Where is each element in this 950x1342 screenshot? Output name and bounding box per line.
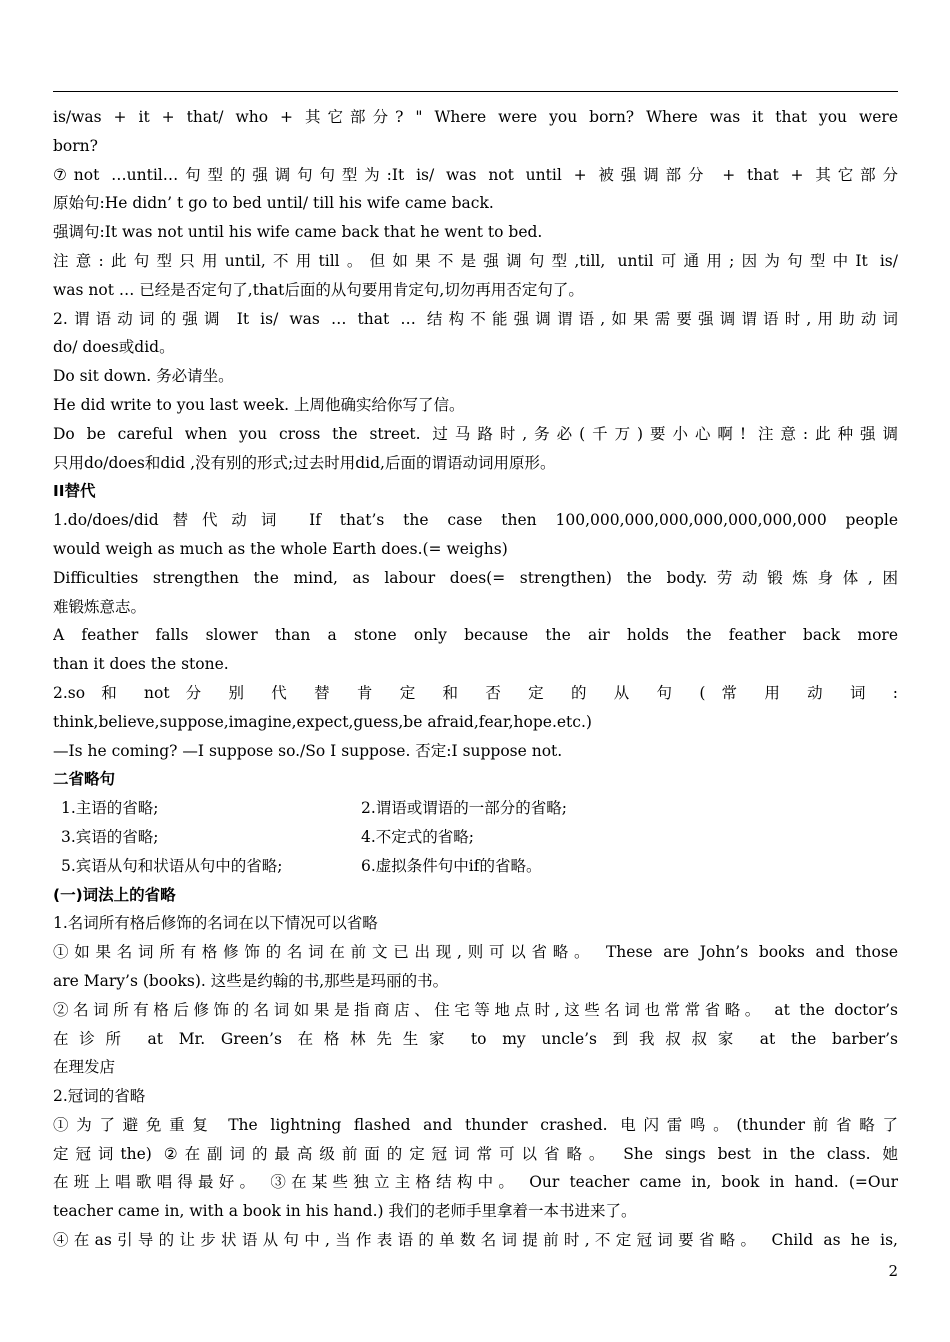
list-row (53, 823, 898, 852)
text-line: 在班上唱歌唱得最好。 ③在某些独立主格结构中。 Our teacher came in, book in hand. (=Our (53, 1173, 898, 1192)
text-line: 1.名词所有格后修饰的名词在以下情况可以省略 (53, 914, 378, 933)
text-line: ⑦not …until…句型的强调句句型为:It is/ was not until + 被强调部分 + that + 其它部分 (53, 165, 898, 184)
text-line: teacher came in, with a book in his hand.) 我们的老师手里拿着一本书进来了。 (53, 1202, 637, 1221)
text-line: Do be careful when you cross the street. 过马路时,务必(千万)要小心啊! 注意:此种强调 (53, 424, 898, 443)
text-line: 强调句:It was not until his wife came back that he went to bed. (53, 223, 543, 242)
text-line: ②名词所有格后修饰的名词如果是指商店、住宅等地点时,这些名词也常常省略。 at the doctor’s (53, 1000, 898, 1019)
text-line: do/ does或did。 (53, 338, 175, 357)
text-line: ①为了避免重复 The lightning flashed and thunder crashed. 电闪雷鸣。(thunder前省略了 (53, 1115, 898, 1134)
text-line: Do sit down. 务必请坐。 (53, 367, 234, 386)
text-line: are Mary’s (books). 这些是约翰的书,那些是玛丽的书。 (53, 971, 449, 990)
text-line: was not … 已经是否定句了,that后面的从句要用肯定句,切勿再用否定句了。 (53, 280, 584, 299)
ellipsis-types-list (53, 794, 898, 880)
text-line: 在诊所 at Mr. Green’s 在格林先生家 to my uncle’s 到我叔叔家 at the barber’s (53, 1029, 898, 1048)
text-line: II替代 (53, 482, 96, 501)
text-line: 2.冠词的省略 (53, 1087, 146, 1106)
text-line: 难锻炼意志。 (53, 597, 147, 616)
header-rule (53, 91, 898, 92)
list-item: 5.宾语从句和状语从句中的省略; (61, 856, 283, 875)
text-line: 原始句:He didn’ t go to bed until/ till his wife came back. (53, 194, 494, 213)
list-item: 2.谓语或谓语的一部分的省略; (361, 799, 568, 818)
text-line: 在理发店 (53, 1058, 116, 1077)
text-line: 定冠词the) ②在副词的最高级前面的定冠词常可以省略。 She sings best in the class. 她 (53, 1144, 898, 1163)
text-line: born? (53, 136, 98, 155)
list-item: 3.宾语的省略; (61, 827, 159, 846)
text-line: Difficulties strengthen the mind, as labour does(= strengthen) the body.劳动锻炼身体,困 (53, 568, 898, 587)
text-line: 只用do/does和did ,没有别的形式;过去时用did,后面的谓语动词用原形。 (53, 453, 556, 472)
text-line: 2.so 和 not 分 别 代 替 肯 定 和 否 定 的 从 句 ( 常 用 动 词 : (53, 683, 898, 702)
text-line: He did write to you last week. 上周他确实给你写了信。 (53, 395, 465, 414)
text-line: 1.do/does/did替代动词 If that’s the case then 100,000,000,000,000,000,000,000 people (53, 511, 898, 530)
text-line: is/was + it + that/ who + 其它部分? " Where were you born? Where was it that you were (53, 108, 898, 126)
text-line: 二省略句 (53, 770, 116, 789)
list-row (53, 852, 898, 881)
document-body (53, 103, 898, 1255)
text-line: ④在as引导的让步状语从句中,当作表语的单数名词提前时,不定冠词要省略。 Child as he is, (53, 1231, 898, 1250)
text-block-2 (53, 881, 898, 1255)
text-line: think,believe,suppose,imagine,expect,guess,be afraid,fear,hope.etc.) (53, 712, 592, 731)
text-line: than it does the stone. (53, 655, 229, 674)
text-line: 注意:此句型只用until,不用till。但如果不是强调句型,till, until可通用;因为句型中It is/ (53, 251, 898, 270)
list-item: 1.主语的省略; (61, 799, 159, 818)
text-line: (一)词法上的省略 (53, 885, 176, 904)
list-item: 6.虚拟条件句中if的省略。 (361, 856, 542, 875)
text-line: ①如果名词所有格修饰的名词在前文已出现,则可以省略。 These are John’s books and those (53, 943, 898, 962)
text-line: would weigh as much as the whole Earth does.(= weighs) (53, 539, 508, 558)
text-line: A feather falls slower than a stone only because the air holds the feather back more (53, 626, 898, 645)
page-number: 2 (888, 1262, 898, 1280)
text-line: 2.谓语动词的强调 It is/ was … that … 结构不能强调谓语,如果需要强调谓语时,用助动词 (53, 309, 898, 328)
text-block-1 (53, 103, 898, 794)
list-row (53, 794, 898, 823)
text-line: —Is he coming? —I suppose so./So I suppose. 否定:I suppose not. (53, 741, 563, 760)
list-item: 4.不定式的省略; (361, 827, 475, 846)
